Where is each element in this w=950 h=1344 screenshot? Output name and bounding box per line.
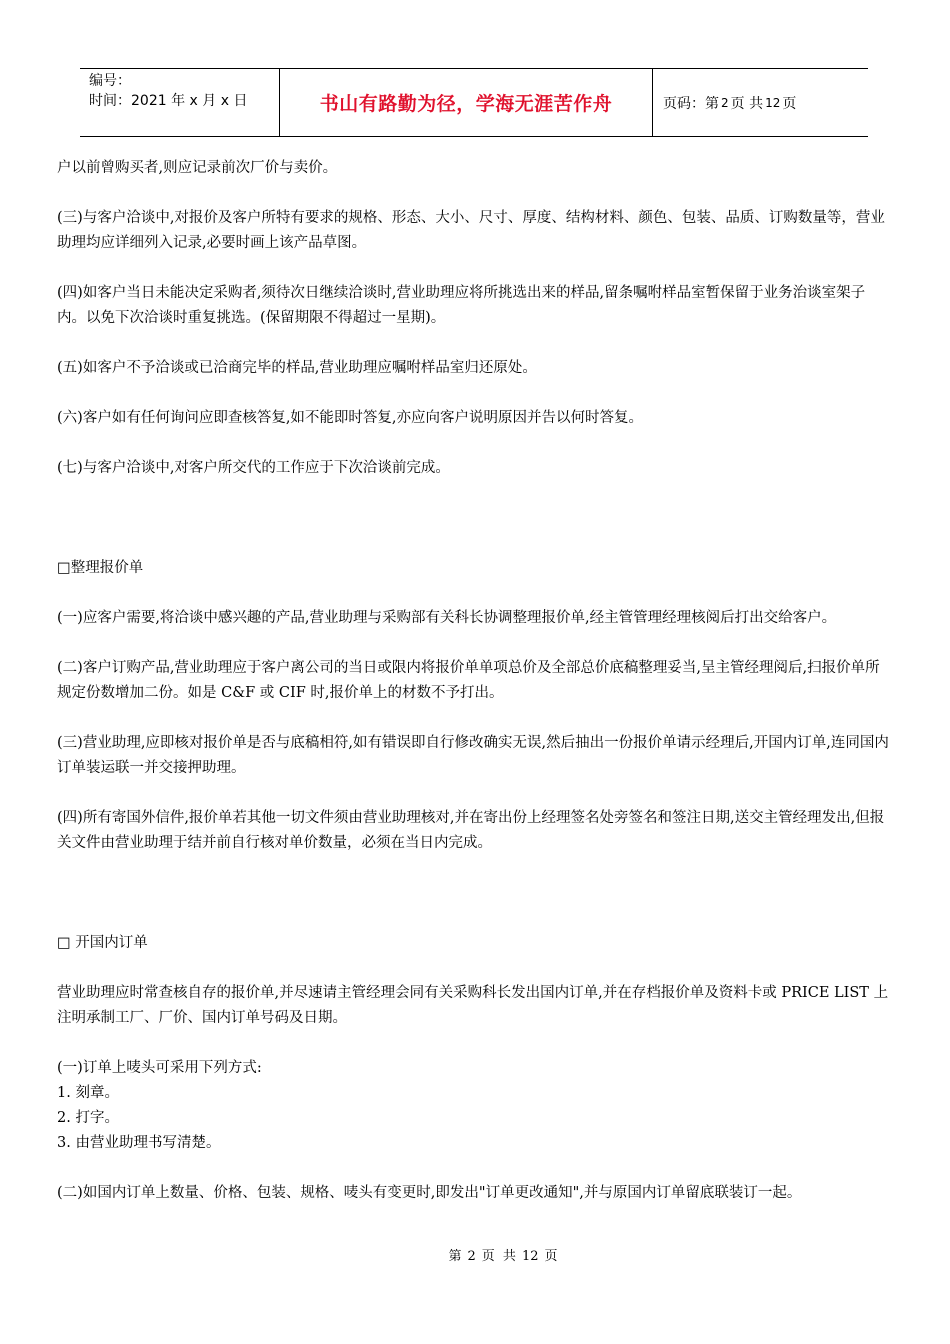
page-total: 12 — [765, 95, 781, 110]
page-header — [80, 68, 868, 137]
time-line — [89, 91, 279, 111]
footer-mid: 页 共 — [481, 1249, 516, 1264]
paragraph: (四)所有寄国外信件,报价单若其他一切文件须由营业助理核对,并在寄出份上经理签名处旁签名和签注日期,送交主管经理发出,但报关文件由营业助理于结并前自行核对单价数量，必须在当日内完成。 — [57, 810, 885, 851]
time-value: 2021 年 x 月 x 日 — [131, 93, 248, 109]
footer-suffix: 页 — [544, 1249, 558, 1264]
code-label: 编号： — [89, 73, 131, 89]
footer-total: 12 — [521, 1249, 539, 1264]
section-heading: □ 开国内订单 — [57, 935, 148, 951]
document-body — [57, 156, 892, 1206]
page-current: 2 — [721, 95, 729, 110]
header-motto: 书山有路勤为径，学海无涯苦作舟 — [280, 69, 653, 136]
paragraph: (二)如国内订单上数量、价格、包装、规格、唛头有变更时,即发出"订单更改通知",并与原国内订单留底联装订一起。 — [57, 1185, 802, 1201]
footer-pre: 第 — [448, 1249, 462, 1264]
paragraph: (三)营业助理,应即核对报价单是否与底稿相符,如有错误即自行修改确实无误,然后抽出一份报价单请示经理后,开国内订单,连同国内订单装运联一并交接押助理。 — [57, 735, 889, 776]
list-item: 1. 刻章。 — [57, 1085, 119, 1101]
time-label: 时间： — [89, 93, 131, 109]
header-page-number — [653, 69, 868, 136]
paragraph: (一)应客户需要,将洽谈中感兴趣的产品,营业助理与采购部有关科长协调整理报价单,经主管管理经理核阅后打出交给客户。 — [57, 610, 837, 626]
marking-methods-list — [57, 1056, 892, 1156]
paragraph: (二)客户订购产品,营业助理应于客户离公司的当日或限内将报价单单项总价及全部总价底稿整理妥当,呈主管经理阅后,扫报价单所规定份数增加二份。如是 C&F 或 CIF 时,报价单上的材数不予打出。 — [57, 660, 880, 701]
paragraph: (三)与客户洽谈中,对报价及客户所特有要求的规格、形态、大小、尺寸、厚度、结构材料、颜色、包装、品质、订购数量等，营业助理均应详细列入记录,必要时画上该产品草图。 — [57, 210, 885, 251]
section-heading: □整理报价单 — [57, 560, 144, 576]
paragraph: 户以前曾购买者,则应记录前次厂价与卖价。 — [57, 160, 338, 176]
paragraph: (六)客户如有任何询问应即查核答复,如不能即时答复,亦应向客户说明原因并告以何时答复。 — [57, 410, 644, 426]
footer-current: 2 — [467, 1249, 476, 1264]
list-item: 2. 打字。 — [57, 1110, 119, 1126]
list-intro: (一)订单上唛头可采用下列方式: — [57, 1060, 262, 1076]
page-mid: 页 共 — [730, 95, 764, 112]
paragraph: (四)如客户当日未能决定采购者,须待次日继续洽谈时,营业助理应将所挑选出来的样品,留条嘱咐样品室暂保留于业务治谈室架子内。以免下次洽谈时重复挑选。(保留期限不得超过一星期)。 — [57, 285, 866, 326]
list-item: 3. 由营业助理书写清楚。 — [57, 1135, 221, 1151]
paragraph: 营业助理应时常查核自存的报价单,并尽速请主管经理会同有关采购科长发出国内订单,并在存档报价单及资料卡或 PRICE LIST 上注明承制工厂、厂价、国内订单号码及日期。 — [57, 985, 889, 1026]
page-suffix: 页 — [782, 95, 797, 112]
header-meta — [80, 69, 280, 136]
paragraph: (五)如客户不予洽谈或已洽商完毕的样品,营业助理应嘱咐样品室归还原处。 — [57, 360, 537, 376]
paragraph: (七)与客户洽谈中,对客户所交代的工作应于下次洽谈前完成。 — [57, 460, 450, 476]
page-footer — [0, 1245, 950, 1264]
page-label: 页码：第 — [663, 95, 719, 112]
